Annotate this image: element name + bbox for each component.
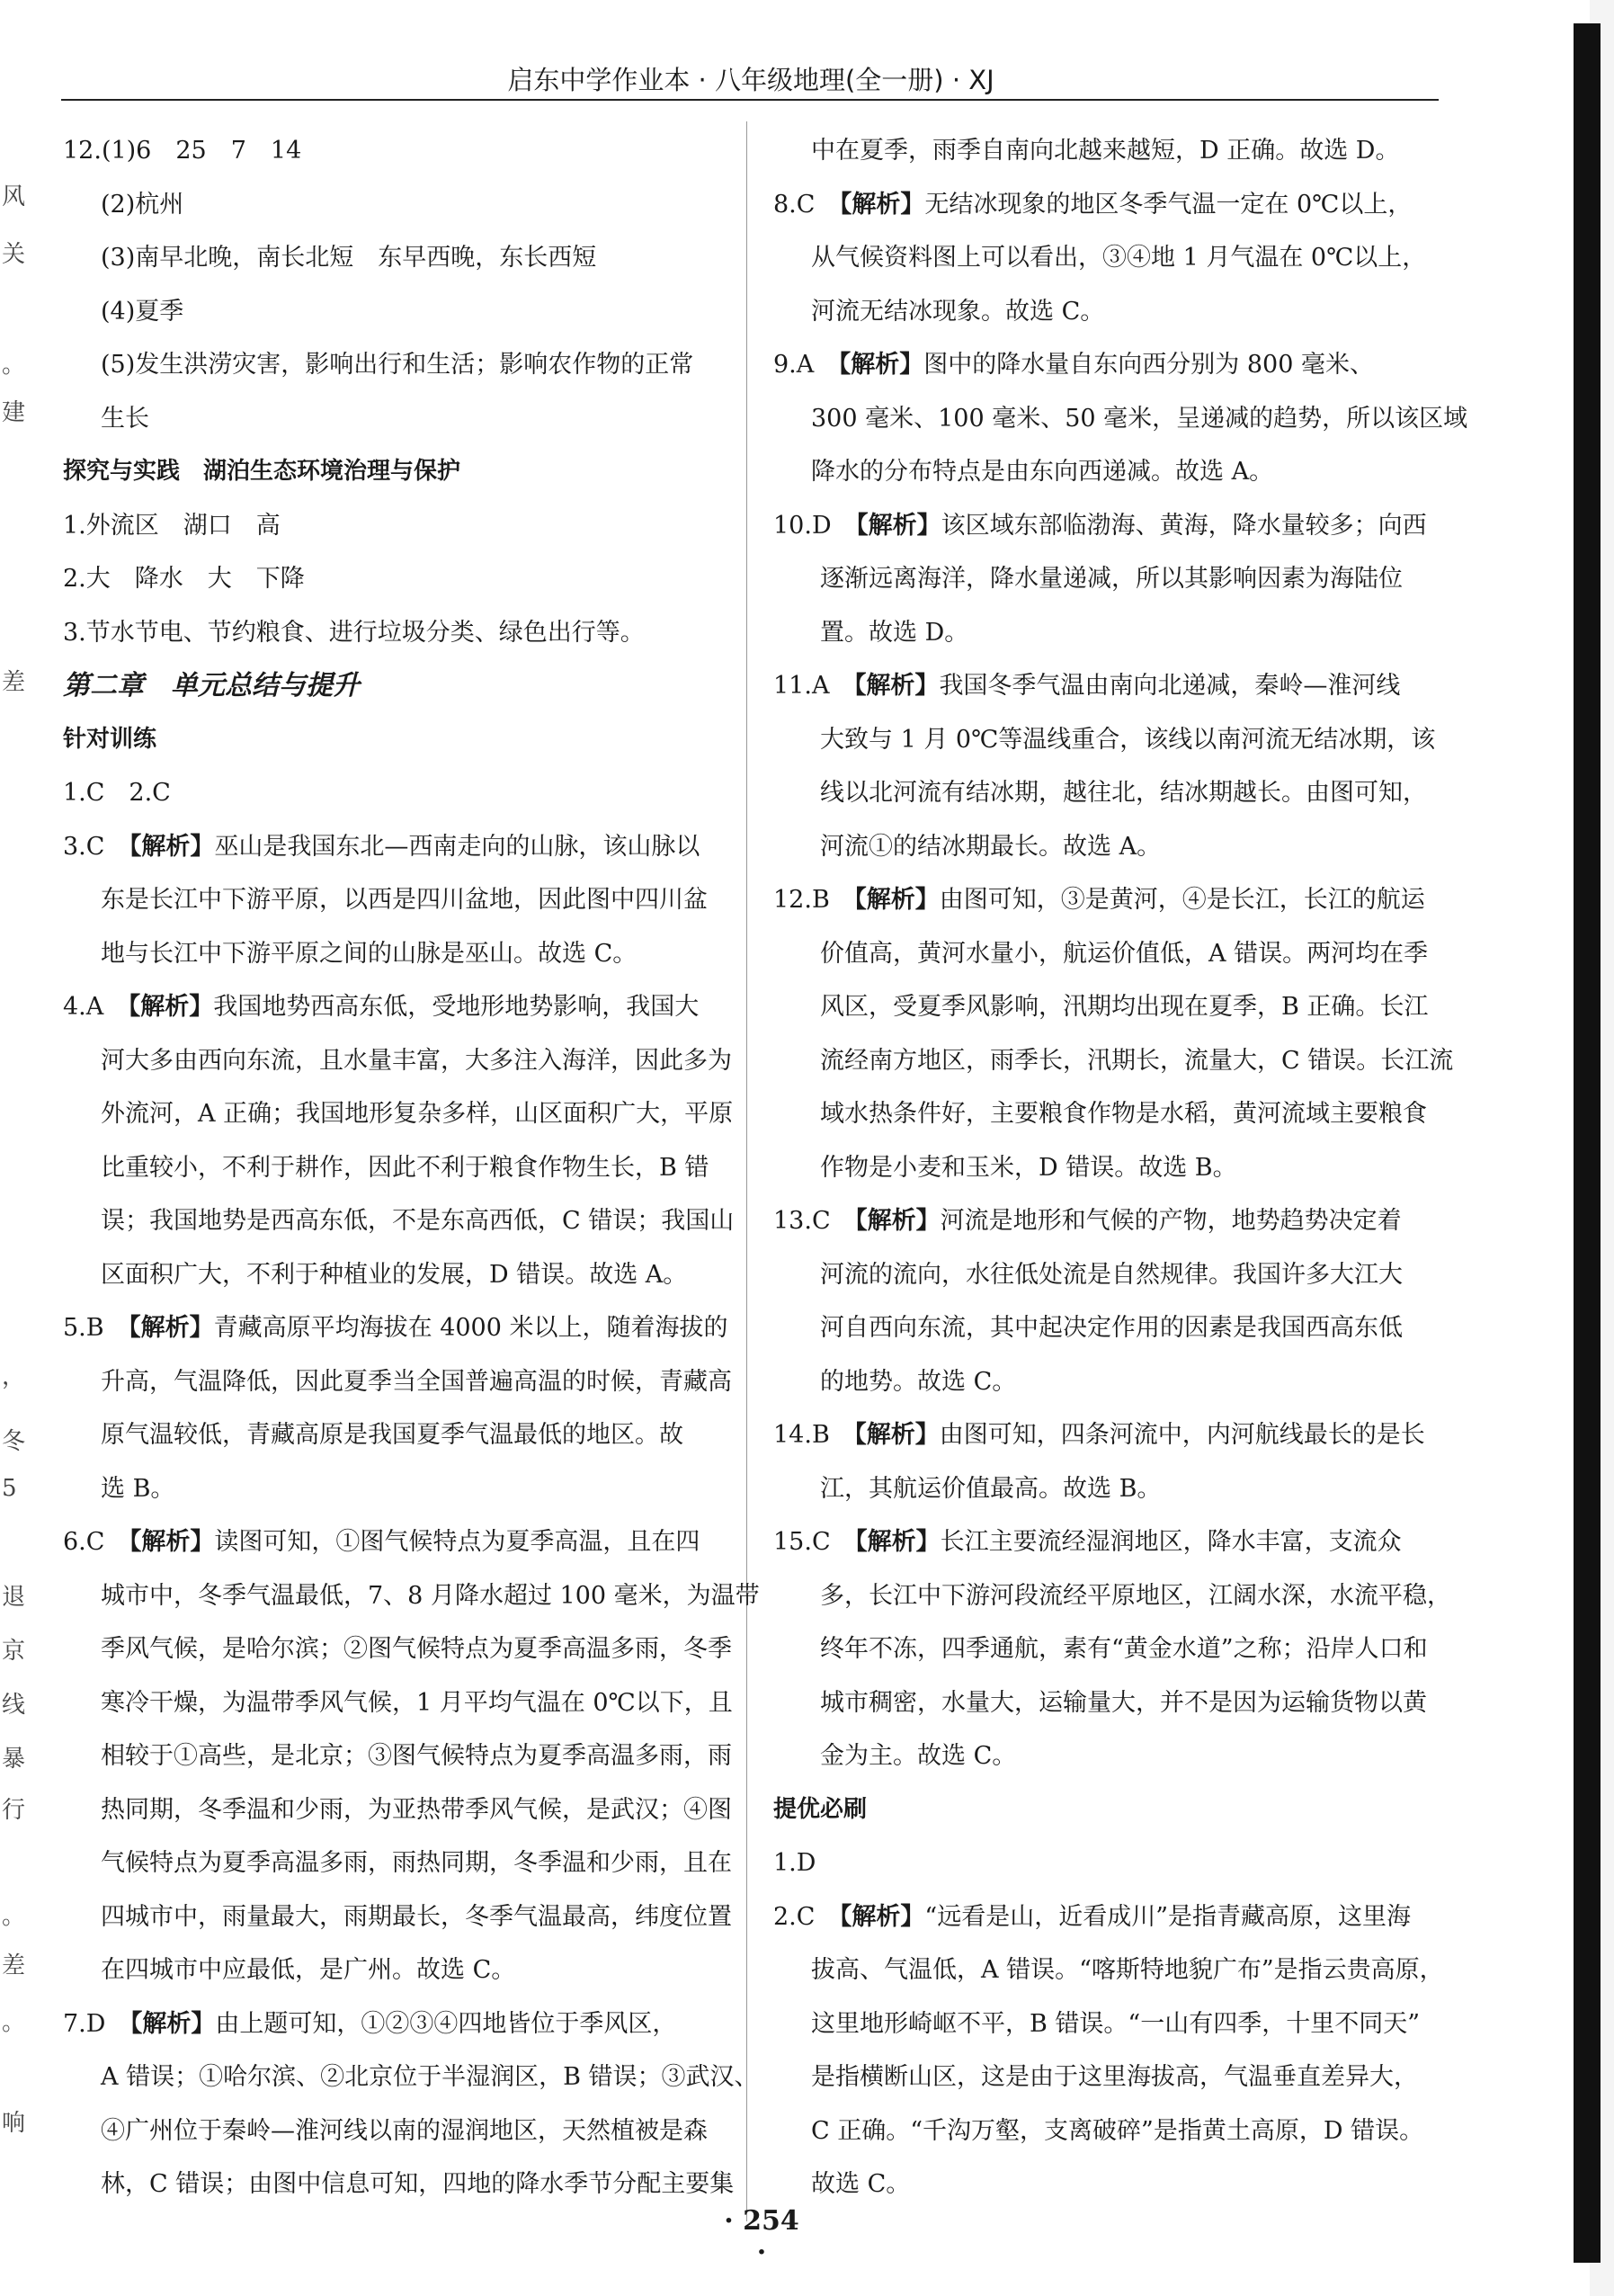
margin-char: 风 [2,183,26,210]
answer-text: 我国冬季气温由南向北递减，秦岭—淮河线 [939,672,1401,700]
margin-char: 响 [2,2110,26,2137]
margin-char: 京 [2,1638,26,1665]
margin-char: ， [2,1363,26,1390]
answer-line [773,178,1440,232]
answer-line: 选 B。 [101,1474,175,1503]
margin-char: 冬 [2,1428,26,1455]
margin-char: 差 [2,669,26,696]
chapter-heading: 第二章 单元总结与提升 [63,670,360,701]
analysis-tag: 【解析】 [116,1314,214,1342]
section-heading: 针对训练 [63,725,157,753]
answer-text: 该区域东部临渤海、黄海，降水量较多；向西 [941,511,1427,540]
answer-line: A 错误；①哈尔滨、②北京位于半湿润区，B 错误；③武汉、 [101,2063,759,2091]
margin-char: 。 [2,2009,26,2036]
analysis-tag: 【解析】 [842,672,940,700]
answer-line: 生长 [101,404,149,433]
answer-line: 3.节水节电、节约粮食、进行垃圾分类、绿色出行等。 [63,618,645,647]
answer-line: 季风气候，是哈尔滨；②图气候特点为夏季高温多雨，冬季 [101,1635,732,1663]
answer-line [773,1408,1440,1462]
answer-line: 河流无结冰现象。故选 C。 [811,297,1105,326]
answer-line: (2)杭州 [101,190,184,219]
answer-line [773,338,1440,392]
answer-line: C 正确。“千沟万壑，支离破碎”是指黄土高原，D 错误。 [811,2116,1424,2145]
answer-text: 图中的降水量自东向西分别为 800 毫米、 [923,351,1374,379]
left-page-margin-fragments [0,0,26,2296]
answer-line: 相较于①高些，是北京；③图气候特点为夏季高温多雨，雨 [101,1742,732,1770]
section-heading: 探究与实践 湖泊生态环境治理与保护 [63,458,461,485]
answer-text: “远看是山，近看成川”是指青藏高原，这里海 [924,1902,1412,1931]
answer-line [773,1515,1440,1569]
answer-line: 寒冷干燥，为温带季风气候，1 月平均气温在 0℃以下，且 [101,1688,733,1717]
question-number: 4.A [63,993,104,1021]
analysis-tag: 【解析】 [827,1902,925,1931]
answer-line: 1.D [773,1849,816,1877]
answer-line: 林，C 错误；由图中信息可知，四地的降水季节分配主要集 [101,2170,735,2198]
answer-line: 12.(1)6 25 7 14 [63,137,302,165]
answer-line: 河大多由西向东流，且水量丰富，大多注入海洋，因此多为 [101,1046,732,1075]
answer-text: 长江主要流经湿润地区，降水丰富，支流众 [940,1528,1402,1556]
answer-line: 拔高、气温低，A 错误。“喀斯特地貌广布”是指云贵高原， [811,1956,1444,1984]
answer-line: 域水热条件好，主要粮食作物是水稻，黄河流域主要粮食 [820,1100,1427,1128]
answer-line: 四城市中，雨量最大，雨期最长，冬季气温最高，纬度位置 [101,1902,732,1931]
answer-line: 大致与 1 月 0℃等温线重合，该线以南河流无结冰期，该 [820,725,1436,754]
question-number: 6.C [63,1528,105,1556]
header-rule [61,99,1439,101]
answer-line [773,873,1440,927]
answer-line: 300 毫米、100 毫米、50 毫米，呈递减的趋势，所以该区域 [811,404,1468,433]
answer-line: ④广州位于秦岭—淮河线以南的湿润地区，天然植被是森 [101,2116,708,2145]
answer-line: 升高，气温降低，因此夏季当全国普遍高温的时候，青藏高 [101,1367,732,1396]
answer-line [773,1194,1440,1248]
answer-text: 河流是地形和气候的产物，地势趋势决定着 [940,1207,1402,1235]
analysis-tag: 【解析】 [117,832,215,861]
answer-line: 的地势。故选 C。 [820,1367,1017,1396]
margin-char: 行 [2,1797,26,1824]
analysis-tag: 【解析】 [842,886,940,914]
book-spine-shadow [1574,23,1601,2263]
answer-line [773,499,1440,553]
answer-line: 比重较小，不利于耕作，因此不利于粮食作物生长，B 错 [101,1153,709,1182]
margin-char: 线 [2,1692,26,1719]
answer-text: 读图可知，①图气候特点为夏季高温，且在四 [214,1528,700,1556]
answer-line: 河自西向东流，其中起决定作用的因素是我国西高东低 [820,1314,1403,1342]
answer-line: 河流①的结冰期最长。故选 A。 [820,832,1162,861]
question-number: 12.B [773,886,830,914]
answer-line: 逐渐远离海洋，降水量递减，所以其影响因素为海陆位 [820,565,1403,593]
answer-line: (3)南早北晚，南长北短 东早西晚，东长西短 [101,244,597,272]
column-divider [746,121,747,2221]
answer-line: 从气候资料图上可以看出，③④地 1 月气温在 0℃以上， [811,244,1427,272]
answer-line: 降水的分布特点是由东向西递减。故选 A。 [811,458,1274,486]
answer-line: 2.大 降水 大 下降 [63,565,305,593]
answer-line: 流经南方地区，雨季长，汛期长，流量大，C 错误。长江流 [820,1046,1454,1075]
analysis-tag: 【解析】 [826,351,924,379]
answer-line [63,1301,728,1355]
answer-line [63,820,728,874]
answer-line: 风区，受夏季风影响，汛期均出现在夏季，B 正确。长江 [820,993,1429,1021]
answer-line: 价值高，黄河水量小，航运价值低，A 错误。两河均在季 [820,939,1429,968]
answer-line: 江，其航运价值最高。故选 B。 [820,1474,1162,1503]
answer-line: 外流河，A 正确；我国地形复杂多样，山区面积广大，平原 [101,1100,734,1128]
answer-line: 气候特点为夏季高温多雨，雨热同期，冬季温和少雨，且在 [101,1849,732,1877]
analysis-tag: 【解析】 [842,1421,940,1449]
answer-line: 终年不冻，四季通航，素有“黄金水道”之称；沿岸人口和 [820,1635,1428,1663]
question-number: 3.C [63,832,105,861]
analysis-tag: 【解析】 [118,2009,216,2038]
answer-text: 由图可知，四条河流中，内河航线最长的是长 [939,1421,1425,1449]
question-number: 5.B [63,1314,104,1342]
question-number: 9.A [773,351,815,379]
answer-line: 区面积广大，不利于种植业的发展，D 错误。故选 A。 [101,1260,688,1289]
answer-line [773,1890,1440,1944]
question-number: 10.D [773,511,832,540]
page-header-title: 启东中学作业本 · 八年级地理(全一册) · XJ [507,65,994,95]
question-number: 7.D [63,2009,106,2038]
analysis-tag: 【解析】 [116,993,214,1021]
margin-char: 暴 [2,1746,26,1773]
question-number: 8.C [773,190,816,219]
answer-line: 误；我国地势是西高东低，不是东高西低，C 错误；我国山 [101,1207,735,1235]
answer-line: 故选 C。 [811,2170,911,2198]
answer-text: 青藏高原平均海拔在 4000 米以上，随着海拔的 [213,1314,728,1342]
answer-line [63,980,728,1034]
answer-line: (4)夏季 [101,297,184,326]
margin-char: 差 [2,1952,26,1979]
analysis-tag: 【解析】 [117,1528,215,1556]
answer-line: 金为主。故选 C。 [820,1742,1017,1770]
answer-line: 是指横断山区，这是由于这里海拔高，气温垂直差异大， [811,2063,1418,2091]
answer-line [63,1515,728,1569]
question-number: 13.C [773,1207,831,1235]
answer-text: 由上题可知，①②③④四地皆位于季风区， [215,2009,677,2038]
answer-line: 原气温较低，青藏高原是我国夏季气温最低的地区。故 [101,1421,683,1449]
page-number: · 254 · [724,2205,799,2268]
analysis-tag: 【解析】 [843,511,941,540]
right-column [773,124,1468,2211]
margin-char: 。 [2,1903,26,1930]
question-number: 2.C [773,1902,816,1931]
answer-line: 热同期，冬季温和少雨，为亚热带季风气候，是武汉；④图 [101,1795,732,1824]
answer-line: 作物是小麦和玉米，D 错误。故选 B。 [820,1153,1237,1182]
margin-char: 退 [2,1584,26,1611]
answer-line: 多，长江中下游河段流经平原地区，江阔水深，水流平稳， [820,1581,1451,1610]
answer-line: 中在夏季，雨季自南向北越来越短，D 正确。故选 D。 [811,137,1400,165]
answer-line: 1.C 2.C [63,779,171,807]
answer-line: 地与长江中下游平原之间的山脉是巫山。故选 C。 [101,939,638,968]
answer-text: 由图可知，③是黄河，④是长江，长江的航运 [939,886,1425,914]
answer-text: 无结冰现象的地区冬季气温一定在 0℃以上， [924,190,1413,219]
question-number: 15.C [773,1528,831,1556]
section-heading: 提优必刷 [773,1795,868,1823]
question-number: 14.B [773,1421,830,1449]
answer-line: 在四城市中应最低，是广州。故选 C。 [101,1956,516,1984]
margin-char: 关 [2,241,26,268]
answer-line: 东是长江中下游平原，以西是四川盆地，因此图中四川盆 [101,886,708,914]
margin-char: 建 [2,399,26,426]
analysis-tag: 【解析】 [843,1528,941,1556]
answer-line: 1.外流区 湖口 高 [63,511,281,540]
margin-char: 。 [2,352,26,379]
answer-line: 城市稠密，水量大，运输量大，并不是因为运输货物以黄 [820,1688,1427,1717]
question-number: 11.A [773,672,830,700]
analysis-tag: 【解析】 [843,1207,941,1235]
analysis-tag: 【解析】 [827,190,925,219]
answer-line: 线以北河流有结冰期，越往北，结冰期越长。由图可知， [820,779,1427,807]
answer-line [63,1997,728,2051]
answer-line: 这里地形崎岖不平，B 错误。“一山有四季，十里不同天” [811,2009,1421,2038]
answer-text: 我国地势西高东低，受地形地势影响，我国大 [213,993,700,1021]
answer-line: (5)发生洪涝灾害，影响出行和生活；影响农作物的正常 [101,351,694,379]
left-column [63,124,760,2211]
answer-line: 河流的流向，水往低处流是自然规律。我国许多大江大 [820,1260,1403,1289]
answer-line: 置。故选 D。 [820,618,969,647]
margin-char: 5 [2,1475,17,1502]
answer-line [773,659,1440,713]
answer-text: 巫山是我国东北—西南走向的山脉，该山脉以 [214,832,700,861]
answer-line: 城市中，冬季气温最低，7、8 月降水超过 100 毫米，为温带 [101,1581,760,1610]
